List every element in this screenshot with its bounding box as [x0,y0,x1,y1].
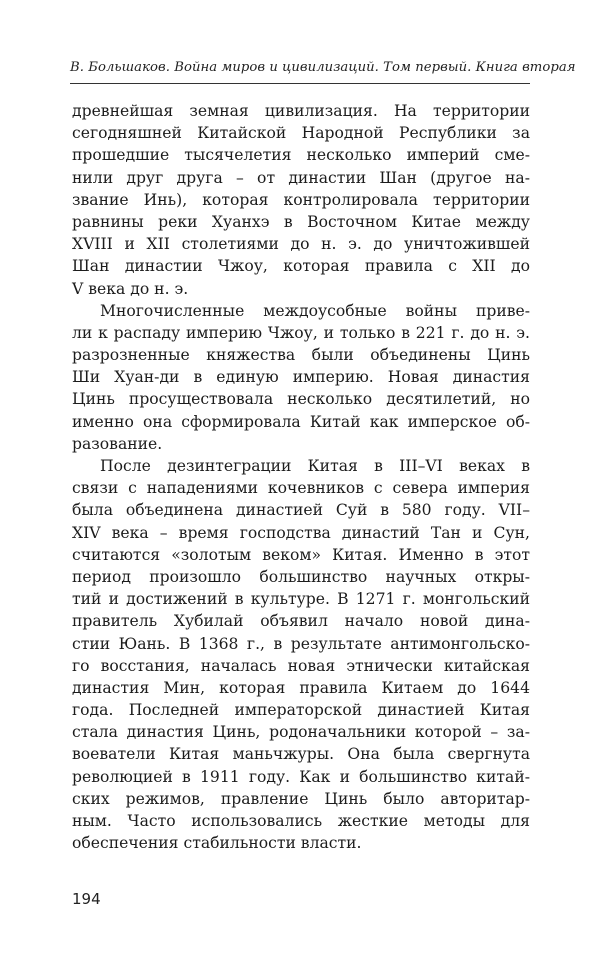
text-line: связи с нападениями кочевников с севера империя [72,479,530,498]
text-line: древнейшая земная цивилизация. На территории [72,102,530,120]
body-text [72,100,530,854]
text-line: обеспечения стабильности власти. [72,834,362,853]
text-line: период произошло большинство научных откры- [72,567,530,586]
paragraph-3 [72,455,530,854]
text-line: Шан династии Чжоу, которая правила с XII до [72,257,530,276]
text-line: воеватели Китая маньчжуры. Она была свергнута [72,745,530,764]
text-line: равнины реки Хуанхэ в Восточном Китае между [72,212,530,231]
text-line: ских режимов, правление Цинь было авторитар- [72,789,530,808]
text-line: Цинь просуществовала несколько десятилетий, но [72,390,530,409]
text-line: тий и достижений в культуре. В 1271 г. монгольский [72,590,530,609]
text-line: стала династия Цинь, родоначальники которой – за- [72,723,530,742]
header-rule [70,83,530,84]
text-line: была объединена династией Суй в 580 году. VII– [72,501,530,520]
text-line: прошедшие тысячелетия несколько империй сме- [72,146,530,165]
paragraph-1 [72,100,530,300]
text-line: считаются «золотым веком» Китая. Именно в этот [72,545,530,564]
text-line: XVIII и XII столетиями до н. э. до уничтожившей [72,235,530,254]
text-line: XIV века – время господства династий Тан и Сун, [72,523,530,542]
text-line: нили друг друга – от династии Шан (другое на- [72,168,530,187]
text-line: разрозненные княжества были объединены Цинь [72,346,530,365]
text-line: Ши Хуан-ди в единую империю. Новая династия [72,368,530,387]
text-line: сегодняшней Китайской Народной Республики за [72,124,530,143]
running-header: В. Большаков. Война миров и цивилизаций. Том первый. Книга вторая [70,60,576,75]
text-line: династия Мин, которая правила Китаем до 1644 [72,678,530,697]
text-line: стии Юань. В 1368 г., в результате антимонгольско- [72,634,530,653]
paragraph-2 [72,300,530,455]
text-line: года. Последней императорской династией Китая [72,701,530,720]
text-line: ным. Часто использовались жесткие методы для [72,812,530,830]
text-line: После дезинтеграции Китая в III–VI веках в [100,457,530,475]
text-line: го восстания, началась новая этнически китайская [72,656,530,675]
text-line: революцией в 1911 году. Как и большинство китай- [72,767,530,786]
text-line: звание Инь), которая контролировала территории [72,190,530,209]
text-line: разование. [72,434,163,453]
text-line: Многочисленные междоусобные войны приве- [100,301,530,320]
text-line: ли к распаду империю Чжоу, и только в 221 г. до н. э. [72,323,530,342]
text-line: V века до н. э. [72,279,189,298]
text-line: правитель Хубилай объявил начало новой дина- [72,612,530,631]
text-line: именно она сформировала Китай как имперское об- [72,412,530,431]
page-number: 194 [72,890,101,908]
